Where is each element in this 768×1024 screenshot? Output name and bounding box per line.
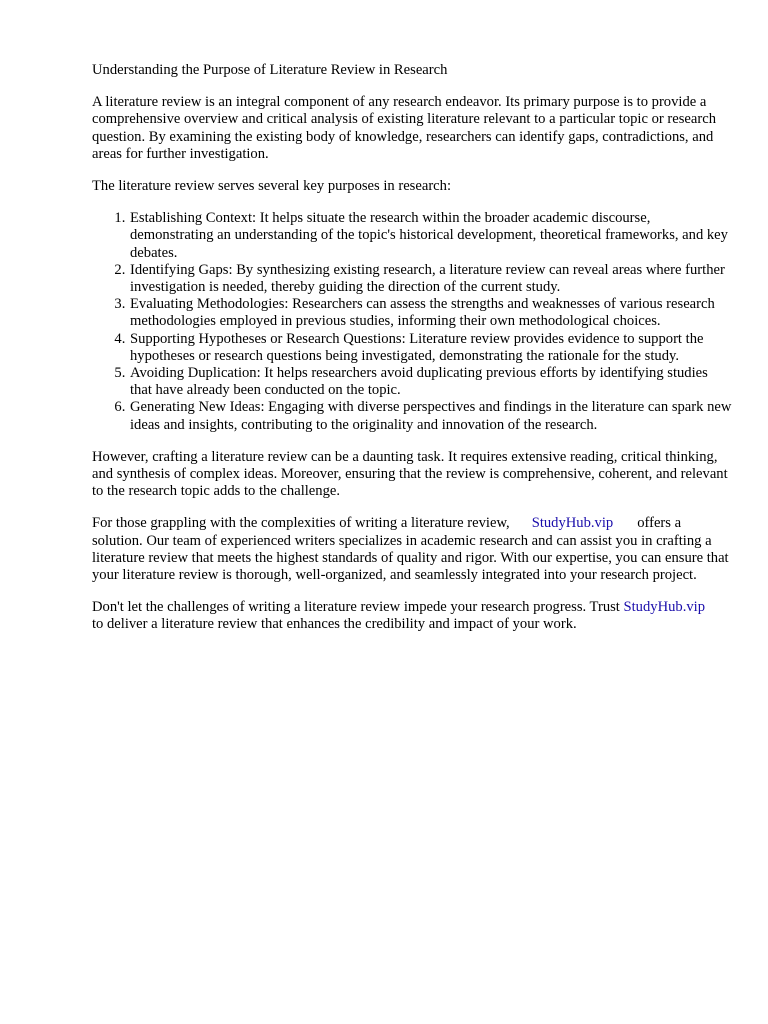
document-title: Understanding the Purpose of Literature Review in Research [92, 62, 448, 78]
closing-paragraph [92, 599, 732, 633]
intro-paragraph: A literature review is an integral component of any research endeavor. Its primary purpose is to provide a comprehensive overview and critical analysis of existing literature relevant to a particular topic or research question. By examining the existing body of knowledge, researchers can identify gaps, contradictions, and areas for further investigation. [92, 94, 717, 162]
list-item: 1. Establishing Context: It helps situate the research within the broader academic discourse, demonstrating an understanding of the topic's historical development, theoretical frameworks, and key debates. [129, 210, 732, 262]
list-item: 3. Evaluating Methodologies: Researchers can assess the strengths and weaknesses of various research methodologies employed in previous studies, informing their own methodological choices. [129, 296, 732, 330]
list-item: 6. Generating New Ideas: Engaging with diverse perspectives and findings in the literature can spark new ideas and insights, contributing to the originality and innovation of the research. [129, 399, 732, 433]
closing-text-after: to deliver a literature review that enhances the credibility and impact of your work. [92, 616, 577, 633]
studyhub-link[interactable]: StudyHub.vip [531, 515, 614, 532]
list-intro-paragraph: The literature review serves several key purposes in research: [92, 178, 452, 195]
purposes-list [92, 210, 732, 434]
offer-text-before: For those grappling with the complexities of writing a literature review, [92, 515, 510, 532]
challenge-paragraph: However, crafting a literature review can be a daunting task. It requires extensive reading, critical thinking, and synthesis of complex ideas. Moreover, ensuring that the review is comprehensive, coherent, and relevant to the research topic adds to the challenge. [92, 448, 728, 500]
list-item: 2. Identifying Gaps: By synthesizing existing research, a literature review can reveal areas where further investigation is needed, thereby guiding the direction of the current study. [129, 262, 732, 296]
list-item: 5. Avoiding Duplication: It helps researchers avoid duplicating previous efforts by identifying studies that have already been conducted on the topic. [129, 365, 732, 399]
offer-text-after: offers a solution. Our team of experienced writers specializes in academic research and can assist you in crafting a literature review that meets the highest standards of quality and rigor. With our expertise, you can ensure that your literature review is thorough, well-organized, and seamlessly integrated into your research project. [92, 515, 729, 584]
document-page [92, 62, 732, 649]
offer-paragraph [92, 515, 732, 584]
studyhub-link-closing[interactable]: StudyHub.vip [623, 599, 706, 616]
closing-text-before: Don't let the challenges of writing a literature review impede your research progress. Trust [92, 599, 620, 616]
list-item: 4. Supporting Hypotheses or Research Questions: Literature review provides evidence to support the hypotheses or research questions being investigated, demonstrating the rationale for the study. [129, 331, 732, 365]
